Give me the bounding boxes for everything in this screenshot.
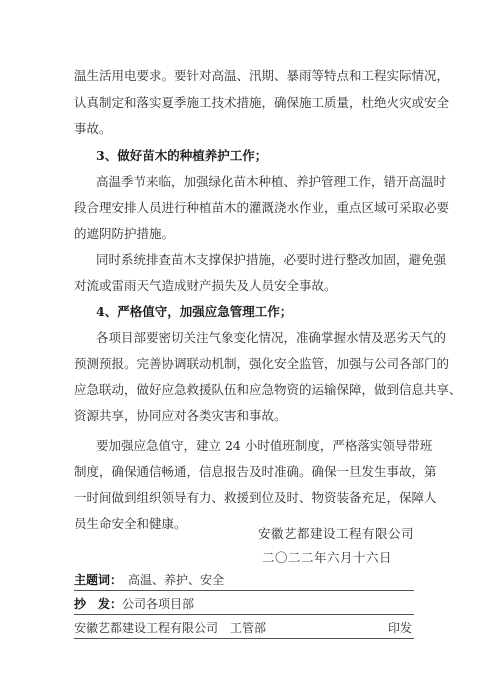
paragraph-line: 要加强应急值守，建立 24 小时值班制度，严格落实领导带班	[96, 438, 433, 453]
cc-label: 抄 发：	[74, 597, 123, 611]
paragraph-line: 温生活用电要求。要针对高温、汛期、暴雨等特点和工程实际情况，	[74, 68, 450, 83]
paragraph-line: 高温季节来临，加强绿化苗木种植、养护管理工作，错开高温时	[96, 174, 447, 189]
paragraph-line: 同时系统排查苗木支撑保护措施，必要时进行整改加固，避免强	[96, 252, 447, 267]
issuer-text: 安徽艺都建设工程有限公司 工管部	[74, 621, 267, 635]
issuer-row	[74, 620, 414, 639]
signature-date: 二〇二二年六月十六日	[262, 550, 393, 565]
paragraph-line: 制度，确保通信畅通，信息报告及时准确。确保一旦发生事故，第	[74, 464, 437, 479]
subject-row	[74, 572, 414, 591]
paragraph-line: 的遮阴防护措施。	[74, 226, 175, 241]
paragraph-line: 段合理安排人员进行种植苗木的灌溉浇水作业，重点区域可采取必要	[74, 200, 450, 215]
cc-value: 公司各项目部	[122, 597, 195, 611]
paragraph-line: 认真制定和落实夏季施工技术措施，确保施工质量，杜绝火灾或安全	[74, 95, 450, 110]
issued-text: 印发	[387, 621, 412, 635]
section-heading-3: 3、做好苗木的种植养护工作；	[96, 148, 268, 163]
subject-value: 高温、养护、安全	[128, 573, 225, 587]
paragraph-line: 资源共享，协同应对各类灾害和事故。	[74, 408, 287, 423]
paragraph-line: 员生命安全和健康。	[74, 516, 187, 531]
paragraph-line: 一时间做到组织领导有力、救援到位及时、物资装备充足，保障人	[74, 490, 437, 505]
paragraph-line: 事故。	[74, 121, 112, 136]
signature-company: 安徽艺都建设工程有限公司	[258, 526, 415, 541]
paragraph-line: 各项目部要密切关注气象变化情况，准确掌握水情及恶劣天气的	[96, 330, 447, 345]
paragraph-line: 预测预报。完善协调联动机制，强化安全监管，加强与公司各部门的	[74, 356, 450, 371]
paragraph-line: 应急联动，做好应急救援队伍和应急物资的运输保障，做到信息共享、	[74, 382, 462, 397]
cc-row	[74, 596, 414, 615]
paragraph-line: 对流或雷雨天气造成财产损失及人员安全事故。	[74, 278, 337, 293]
subject-label: 主题词：	[74, 573, 123, 587]
section-heading-4: 4、严格值守，加强应急管理工作；	[96, 304, 293, 319]
